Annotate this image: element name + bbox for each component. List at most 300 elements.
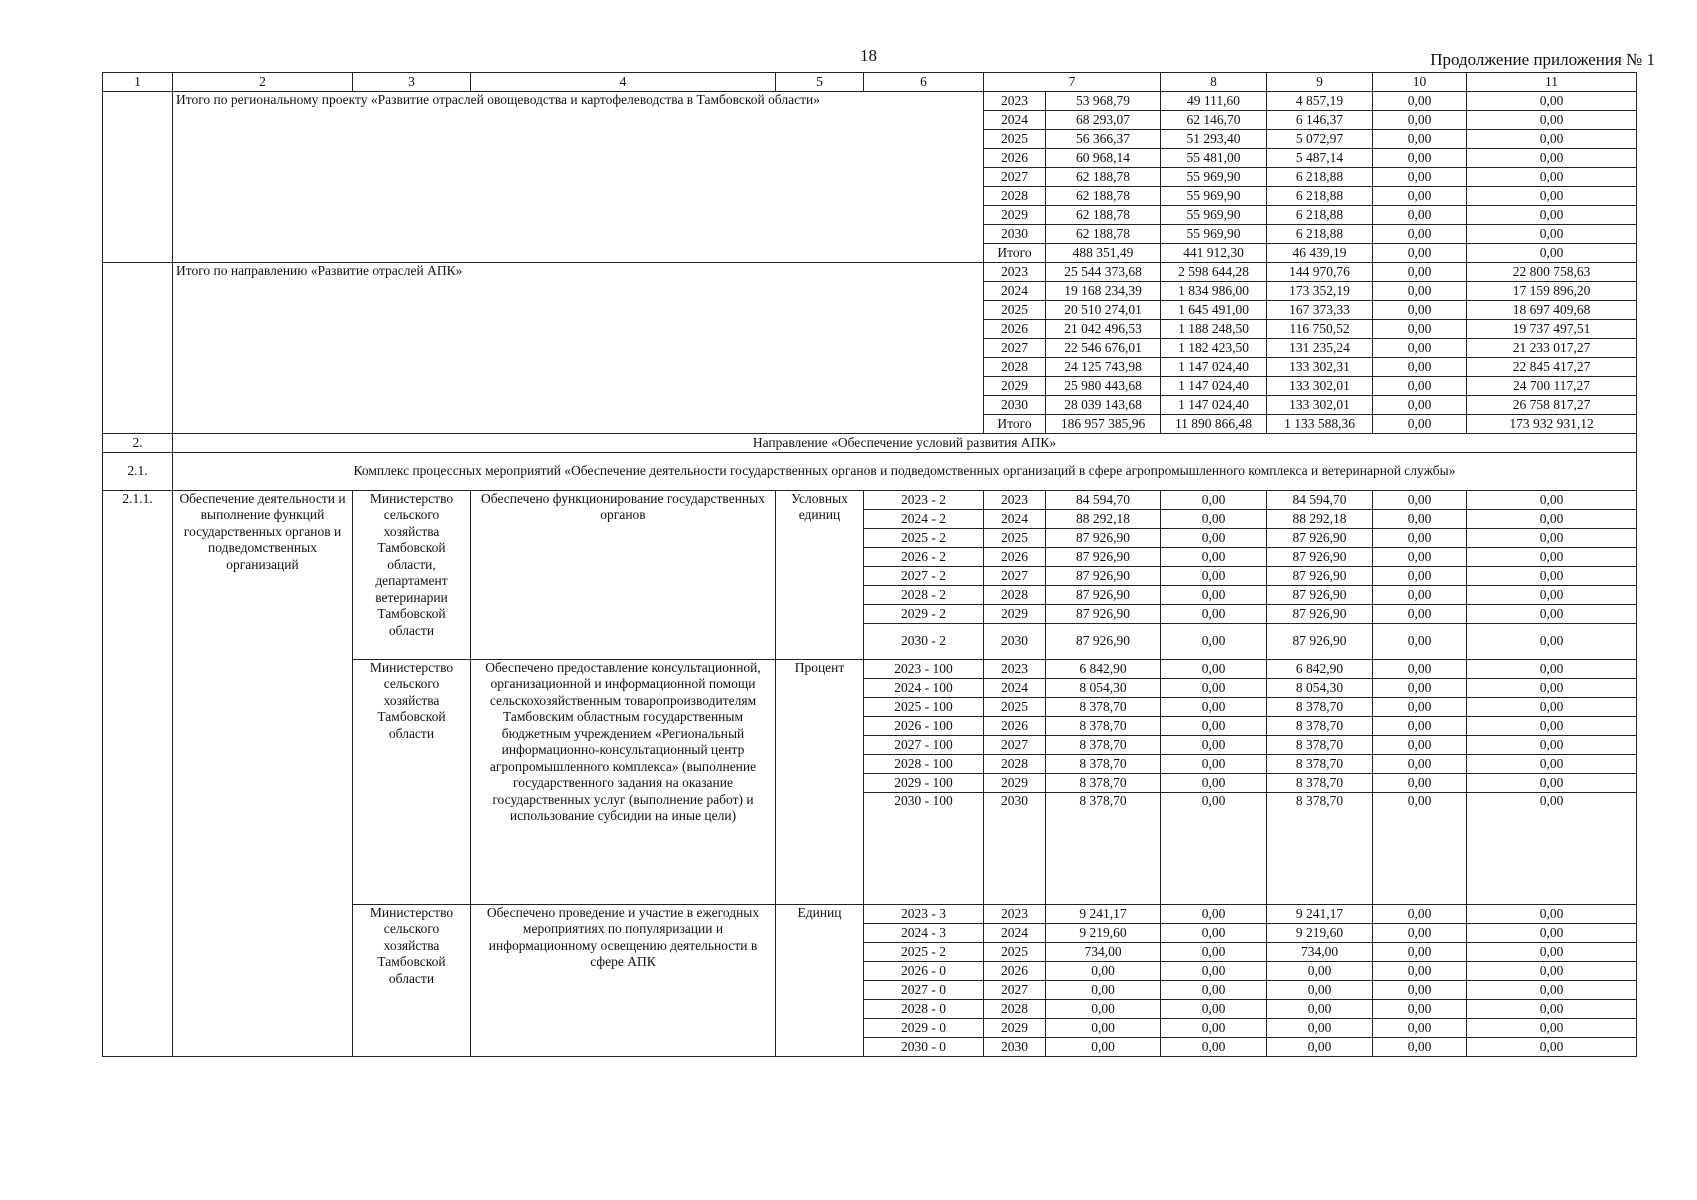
amount-cell: 0,00	[1467, 905, 1637, 924]
amount-cell: 46 439,19	[1267, 244, 1373, 263]
amount-cell: 133 302,31	[1267, 358, 1373, 377]
amount-cell: 0,00	[1467, 130, 1637, 149]
amount-cell: 0,00	[1267, 981, 1373, 1000]
indicator-cell: 2030 - 0	[864, 1038, 984, 1057]
amount-cell: 173 932 931,12	[1467, 415, 1637, 434]
amount-cell: 88 292,18	[1046, 510, 1161, 529]
year-cell: 2024	[984, 510, 1046, 529]
amount-cell: 88 292,18	[1267, 510, 1373, 529]
amount-cell: 0,00	[1467, 679, 1637, 698]
year-cell: 2028	[984, 187, 1046, 206]
year-cell: 2024	[984, 111, 1046, 130]
year-cell: 2023	[984, 660, 1046, 679]
year-cell: 2027	[984, 981, 1046, 1000]
amount-cell: 0,00	[1161, 1019, 1267, 1038]
amount-cell: 8 378,70	[1046, 755, 1161, 774]
year-cell: 2028	[984, 358, 1046, 377]
amount-cell: 1 147 024,40	[1161, 358, 1267, 377]
amount-cell: 0,00	[1467, 206, 1637, 225]
indicator-cell: 2027 - 100	[864, 736, 984, 755]
amount-cell: 8 378,70	[1267, 774, 1373, 793]
amount-cell: 0,00	[1467, 1000, 1637, 1019]
number-cell	[103, 263, 173, 434]
amount-cell: 0,00	[1161, 548, 1267, 567]
amount-cell: 6 218,88	[1267, 168, 1373, 187]
amount-cell: 1 645 491,00	[1161, 301, 1267, 320]
year-cell: 2025	[984, 943, 1046, 962]
amount-cell: 62 188,78	[1046, 187, 1161, 206]
amount-cell: 0,00	[1161, 529, 1267, 548]
amount-cell: 55 969,90	[1161, 168, 1267, 187]
amount-cell: 0,00	[1373, 962, 1467, 981]
year-cell: Итого	[984, 415, 1046, 434]
indicator-cell: 2024 - 100	[864, 679, 984, 698]
year-cell: 2027	[984, 339, 1046, 358]
amount-cell: 0,00	[1373, 755, 1467, 774]
indicator-cell: 2025 - 2	[864, 943, 984, 962]
amount-cell: 441 912,30	[1161, 244, 1267, 263]
amount-cell: 0,00	[1373, 396, 1467, 415]
amount-cell: 62 188,78	[1046, 168, 1161, 187]
year-cell: Итого	[984, 244, 1046, 263]
amount-cell: 0,00	[1467, 149, 1637, 168]
amount-cell: 0,00	[1467, 244, 1637, 263]
amount-cell: 0,00	[1373, 698, 1467, 717]
table-row	[103, 263, 1637, 282]
amount-cell: 0,00	[1373, 793, 1467, 905]
indicator-cell: 2030 - 2	[864, 624, 984, 660]
total-label: Итого по региональному проекту «Развитие отраслей овощеводства и картофелеводства в Тамбовской области»	[173, 92, 984, 263]
amount-cell: 0,00	[1467, 1038, 1637, 1057]
amount-cell: 167 373,33	[1267, 301, 1373, 320]
amount-cell: 0,00	[1467, 736, 1637, 755]
amount-cell: 26 758 817,27	[1467, 396, 1637, 415]
result-cell: Обеспечено функционирование государственных органов	[471, 491, 776, 660]
amount-cell: 8 378,70	[1046, 698, 1161, 717]
executor-cell: Министерство сельского хозяйства Тамбовской области	[353, 660, 471, 905]
amount-cell: 0,00	[1161, 1000, 1267, 1019]
col-header: 1	[103, 73, 173, 92]
indicator-cell: 2029 - 2	[864, 605, 984, 624]
amount-cell: 87 926,90	[1046, 586, 1161, 605]
direction-number: 2.	[103, 434, 173, 453]
amount-cell: 22 546 676,01	[1046, 339, 1161, 358]
amount-cell: 0,00	[1373, 149, 1467, 168]
amount-cell: 87 926,90	[1267, 548, 1373, 567]
year-cell: 2025	[984, 130, 1046, 149]
amount-cell: 0,00	[1373, 905, 1467, 924]
year-cell: 2025	[984, 301, 1046, 320]
amount-cell: 0,00	[1467, 698, 1637, 717]
amount-cell: 21 233 017,27	[1467, 339, 1637, 358]
amount-cell: 0,00	[1373, 924, 1467, 943]
indicator-cell: 2024 - 3	[864, 924, 984, 943]
indicator-cell: 2028 - 0	[864, 1000, 984, 1019]
amount-cell: 0,00	[1467, 774, 1637, 793]
col-header: 6	[864, 73, 984, 92]
amount-cell: 0,00	[1373, 586, 1467, 605]
amount-cell: 734,00	[1267, 943, 1373, 962]
amount-cell: 87 926,90	[1046, 605, 1161, 624]
year-cell: 2029	[984, 377, 1046, 396]
unit-cell: Условных единиц	[776, 491, 864, 660]
amount-cell: 0,00	[1373, 1000, 1467, 1019]
amount-cell: 0,00	[1373, 943, 1467, 962]
amount-cell: 131 235,24	[1267, 339, 1373, 358]
year-cell: 2029	[984, 605, 1046, 624]
year-cell: 2027	[984, 168, 1046, 187]
amount-cell: 1 834 986,00	[1161, 282, 1267, 301]
year-cell: 2030	[984, 396, 1046, 415]
amount-cell: 0,00	[1467, 717, 1637, 736]
amount-cell: 87 926,90	[1046, 624, 1161, 660]
amount-cell: 0,00	[1373, 320, 1467, 339]
year-cell: 2024	[984, 924, 1046, 943]
amount-cell: 0,00	[1467, 529, 1637, 548]
amount-cell: 0,00	[1373, 168, 1467, 187]
amount-cell: 0,00	[1046, 962, 1161, 981]
amount-cell: 62 188,78	[1046, 225, 1161, 244]
indicator-cell: 2026 - 0	[864, 962, 984, 981]
amount-cell: 8 378,70	[1267, 698, 1373, 717]
amount-cell: 11 890 866,48	[1161, 415, 1267, 434]
amount-cell: 0,00	[1467, 187, 1637, 206]
amount-cell: 84 594,70	[1267, 491, 1373, 510]
indicator-cell: 2027 - 2	[864, 567, 984, 586]
amount-cell: 18 697 409,68	[1467, 301, 1637, 320]
amount-cell: 2 598 644,28	[1161, 263, 1267, 282]
amount-cell: 0,00	[1467, 962, 1637, 981]
amount-cell: 0,00	[1373, 548, 1467, 567]
amount-cell: 0,00	[1046, 1019, 1161, 1038]
amount-cell: 87 926,90	[1046, 529, 1161, 548]
amount-cell: 0,00	[1373, 567, 1467, 586]
amount-cell: 0,00	[1467, 111, 1637, 130]
year-cell: 2030	[984, 1038, 1046, 1057]
column-header-row	[103, 73, 1637, 92]
amount-cell: 20 510 274,01	[1046, 301, 1161, 320]
amount-cell: 0,00	[1467, 567, 1637, 586]
amount-cell: 0,00	[1373, 358, 1467, 377]
col-header: 5	[776, 73, 864, 92]
amount-cell: 0,00	[1373, 244, 1467, 263]
amount-cell: 0,00	[1467, 943, 1637, 962]
amount-cell: 51 293,40	[1161, 130, 1267, 149]
amount-cell: 55 969,90	[1161, 187, 1267, 206]
amount-cell: 8 378,70	[1046, 736, 1161, 755]
amount-cell: 8 378,70	[1267, 717, 1373, 736]
number-cell	[103, 92, 173, 263]
amount-cell: 0,00	[1161, 905, 1267, 924]
amount-cell: 1 147 024,40	[1161, 377, 1267, 396]
amount-cell: 8 054,30	[1267, 679, 1373, 698]
year-cell: 2023	[984, 905, 1046, 924]
amount-cell: 0,00	[1161, 624, 1267, 660]
amount-cell: 0,00	[1161, 755, 1267, 774]
amount-cell: 0,00	[1467, 586, 1637, 605]
amount-cell: 0,00	[1373, 736, 1467, 755]
indicator-cell: 2026 - 2	[864, 548, 984, 567]
item-name: Обеспечение деятельности и выполнение функций государственных органов и подведомственных организаций	[173, 491, 353, 1057]
page-number: 18	[860, 46, 877, 65]
amount-cell: 0,00	[1161, 717, 1267, 736]
indicator-cell: 2025 - 100	[864, 698, 984, 717]
amount-cell: 19 168 234,39	[1046, 282, 1161, 301]
amount-cell: 0,00	[1373, 225, 1467, 244]
amount-cell: 0,00	[1373, 1019, 1467, 1038]
year-cell: 2026	[984, 717, 1046, 736]
amount-cell: 0,00	[1161, 924, 1267, 943]
continuation-caption: Продолжение приложения № 1	[1430, 50, 1655, 69]
amount-cell: 62 188,78	[1046, 206, 1161, 225]
amount-cell: 22 800 758,63	[1467, 263, 1637, 282]
amount-cell: 144 970,76	[1267, 263, 1373, 282]
amount-cell: 133 302,01	[1267, 377, 1373, 396]
amount-cell: 0,00	[1373, 529, 1467, 548]
amount-cell: 62 146,70	[1161, 111, 1267, 130]
complex-row	[103, 453, 1637, 491]
col-header: 2	[173, 73, 353, 92]
amount-cell: 9 241,17	[1046, 905, 1161, 924]
unit-cell: Процент	[776, 660, 864, 905]
amount-cell: 56 366,37	[1046, 130, 1161, 149]
amount-cell: 0,00	[1161, 1038, 1267, 1057]
executor-cell: Министерство сельского хозяйства Тамбовской области	[353, 905, 471, 1057]
year-cell: 2024	[984, 679, 1046, 698]
year-cell: 2028	[984, 1000, 1046, 1019]
amount-cell: 17 159 896,20	[1467, 282, 1637, 301]
amount-cell: 0,00	[1467, 605, 1637, 624]
complex-title: Комплекс процессных мероприятий «Обеспечение деятельности государственных органов и подведомственных организаций в сфере агропромышленного комплекса и ветеринарной службы»	[173, 453, 1637, 491]
year-cell: 2025	[984, 698, 1046, 717]
amount-cell: 6 218,88	[1267, 206, 1373, 225]
amount-cell: 8 378,70	[1267, 793, 1373, 905]
item-number: 2.1.1.	[103, 491, 173, 1057]
indicator-cell: 2029 - 100	[864, 774, 984, 793]
amount-cell: 1 133 588,36	[1267, 415, 1373, 434]
amount-cell: 0,00	[1267, 1038, 1373, 1057]
amount-cell: 5 072,97	[1267, 130, 1373, 149]
total-label: Итого по направлению «Развитие отраслей АПК»	[173, 263, 984, 434]
indicator-cell: 2023 - 2	[864, 491, 984, 510]
amount-cell: 0,00	[1046, 1000, 1161, 1019]
complex-number: 2.1.	[103, 453, 173, 491]
year-cell: 2025	[984, 529, 1046, 548]
amount-cell: 87 926,90	[1267, 586, 1373, 605]
amount-cell: 1 182 423,50	[1161, 339, 1267, 358]
amount-cell: 9 241,17	[1267, 905, 1373, 924]
amount-cell: 116 750,52	[1267, 320, 1373, 339]
indicator-cell: 2026 - 100	[864, 717, 984, 736]
amount-cell: 0,00	[1373, 981, 1467, 1000]
amount-cell: 0,00	[1161, 491, 1267, 510]
executor-cell: Министерство сельского хозяйства Тамбовской области, департамент ветеринарии Тамбовской области	[353, 491, 471, 660]
amount-cell: 0,00	[1467, 793, 1637, 905]
amount-cell: 8 378,70	[1046, 774, 1161, 793]
amount-cell: 0,00	[1373, 415, 1467, 434]
col-header: 3	[353, 73, 471, 92]
amount-cell: 0,00	[1373, 263, 1467, 282]
amount-cell: 6 842,90	[1046, 660, 1161, 679]
amount-cell: 0,00	[1373, 301, 1467, 320]
amount-cell: 0,00	[1161, 981, 1267, 1000]
amount-cell: 0,00	[1373, 624, 1467, 660]
amount-cell: 0,00	[1373, 92, 1467, 111]
amount-cell: 6 218,88	[1267, 225, 1373, 244]
indicator-cell: 2030 - 100	[864, 793, 984, 905]
amount-cell: 186 957 385,96	[1046, 415, 1161, 434]
amount-cell: 8 378,70	[1046, 717, 1161, 736]
indicator-cell: 2028 - 2	[864, 586, 984, 605]
amount-cell: 28 039 143,68	[1046, 396, 1161, 415]
amount-cell: 0,00	[1373, 111, 1467, 130]
amount-cell: 0,00	[1467, 491, 1637, 510]
amount-cell: 0,00	[1161, 605, 1267, 624]
amount-cell: 6 146,37	[1267, 111, 1373, 130]
year-cell: 2030	[984, 624, 1046, 660]
year-cell: 2029	[984, 1019, 1046, 1038]
amount-cell: 0,00	[1046, 1038, 1161, 1057]
year-cell: 2026	[984, 320, 1046, 339]
col-header: 4	[471, 73, 776, 92]
unit-cell: Единиц	[776, 905, 864, 1057]
amount-cell: 0,00	[1467, 168, 1637, 187]
amount-cell: 0,00	[1373, 605, 1467, 624]
amount-cell: 0,00	[1267, 1000, 1373, 1019]
amount-cell: 0,00	[1373, 660, 1467, 679]
amount-cell: 9 219,60	[1046, 924, 1161, 943]
amount-cell: 0,00	[1161, 698, 1267, 717]
amount-cell: 0,00	[1161, 736, 1267, 755]
indicator-cell: 2023 - 100	[864, 660, 984, 679]
amount-cell: 87 926,90	[1267, 567, 1373, 586]
amount-cell: 0,00	[1467, 225, 1637, 244]
amount-cell: 0,00	[1161, 962, 1267, 981]
amount-cell: 1 147 024,40	[1161, 396, 1267, 415]
amount-cell: 55 969,90	[1161, 225, 1267, 244]
table-row	[103, 92, 1637, 111]
amount-cell: 0,00	[1373, 282, 1467, 301]
amount-cell: 24 700 117,27	[1467, 377, 1637, 396]
amount-cell: 8 378,70	[1267, 755, 1373, 774]
amount-cell: 87 926,90	[1046, 567, 1161, 586]
indicator-cell: 2027 - 0	[864, 981, 984, 1000]
col-header: 10	[1373, 73, 1467, 92]
amount-cell: 8 378,70	[1046, 793, 1161, 905]
amount-cell: 0,00	[1373, 510, 1467, 529]
col-header: 7	[984, 73, 1161, 92]
amount-cell: 22 845 417,27	[1467, 358, 1637, 377]
amount-cell: 60 968,14	[1046, 149, 1161, 168]
amount-cell: 25 544 373,68	[1046, 263, 1161, 282]
year-cell: 2027	[984, 567, 1046, 586]
indicator-cell: 2024 - 2	[864, 510, 984, 529]
indicator-cell: 2028 - 100	[864, 755, 984, 774]
amount-cell: 8 378,70	[1267, 736, 1373, 755]
amount-cell: 87 926,90	[1046, 548, 1161, 567]
amount-cell: 8 054,30	[1046, 679, 1161, 698]
amount-cell: 0,00	[1373, 377, 1467, 396]
year-cell: 2029	[984, 774, 1046, 793]
amount-cell: 87 926,90	[1267, 605, 1373, 624]
amount-cell: 0,00	[1467, 1019, 1637, 1038]
amount-cell: 19 737 497,51	[1467, 320, 1637, 339]
amount-cell: 0,00	[1267, 962, 1373, 981]
year-cell: 2023	[984, 491, 1046, 510]
amount-cell: 0,00	[1467, 548, 1637, 567]
amount-cell: 9 219,60	[1267, 924, 1373, 943]
amount-cell: 0,00	[1373, 1038, 1467, 1057]
amount-cell: 25 980 443,68	[1046, 377, 1161, 396]
amount-cell: 0,00	[1467, 510, 1637, 529]
indicator-cell: 2025 - 2	[864, 529, 984, 548]
direction-title: Направление «Обеспечение условий развития АПК»	[173, 434, 1637, 453]
year-cell: 2026	[984, 962, 1046, 981]
amount-cell: 0,00	[1373, 130, 1467, 149]
year-cell: 2026	[984, 149, 1046, 168]
amount-cell: 0,00	[1161, 774, 1267, 793]
year-cell: 2028	[984, 755, 1046, 774]
amount-cell: 488 351,49	[1046, 244, 1161, 263]
amount-cell: 1 188 248,50	[1161, 320, 1267, 339]
amount-cell: 0,00	[1373, 679, 1467, 698]
amount-cell: 0,00	[1267, 1019, 1373, 1038]
year-cell: 2030	[984, 793, 1046, 905]
col-header: 8	[1161, 73, 1267, 92]
amount-cell: 0,00	[1373, 187, 1467, 206]
amount-cell: 24 125 743,98	[1046, 358, 1161, 377]
amount-cell: 0,00	[1161, 679, 1267, 698]
amount-cell: 0,00	[1161, 586, 1267, 605]
amount-cell: 0,00	[1161, 793, 1267, 905]
amount-cell: 84 594,70	[1046, 491, 1161, 510]
amount-cell: 0,00	[1373, 774, 1467, 793]
amount-cell: 0,00	[1373, 339, 1467, 358]
amount-cell: 173 352,19	[1267, 282, 1373, 301]
amount-cell: 68 293,07	[1046, 111, 1161, 130]
year-cell: 2030	[984, 225, 1046, 244]
amount-cell: 0,00	[1161, 660, 1267, 679]
amount-cell: 0,00	[1046, 981, 1161, 1000]
amount-cell: 55 969,90	[1161, 206, 1267, 225]
year-cell: 2024	[984, 282, 1046, 301]
amount-cell: 49 111,60	[1161, 92, 1267, 111]
amount-cell: 0,00	[1467, 981, 1637, 1000]
amount-cell: 6 218,88	[1267, 187, 1373, 206]
amount-cell: 0,00	[1373, 206, 1467, 225]
year-cell: 2023	[984, 263, 1046, 282]
budget-table	[102, 72, 1637, 1057]
amount-cell: 734,00	[1046, 943, 1161, 962]
year-cell: 2028	[984, 586, 1046, 605]
amount-cell: 0,00	[1467, 755, 1637, 774]
year-cell: 2027	[984, 736, 1046, 755]
year-cell: 2029	[984, 206, 1046, 225]
table-row	[103, 491, 1637, 510]
year-cell: 2023	[984, 92, 1046, 111]
amount-cell: 4 857,19	[1267, 92, 1373, 111]
col-header: 11	[1467, 73, 1637, 92]
amount-cell: 53 968,79	[1046, 92, 1161, 111]
amount-cell: 0,00	[1161, 510, 1267, 529]
indicator-cell: 2029 - 0	[864, 1019, 984, 1038]
col-header: 9	[1267, 73, 1373, 92]
result-cell: Обеспечено проведение и участие в ежегодных мероприятиях по популяризации и информационному освещению деятельности в сфере АПК	[471, 905, 776, 1057]
amount-cell: 87 926,90	[1267, 529, 1373, 548]
amount-cell: 6 842,90	[1267, 660, 1373, 679]
amount-cell: 0,00	[1467, 660, 1637, 679]
indicator-cell: 2023 - 3	[864, 905, 984, 924]
